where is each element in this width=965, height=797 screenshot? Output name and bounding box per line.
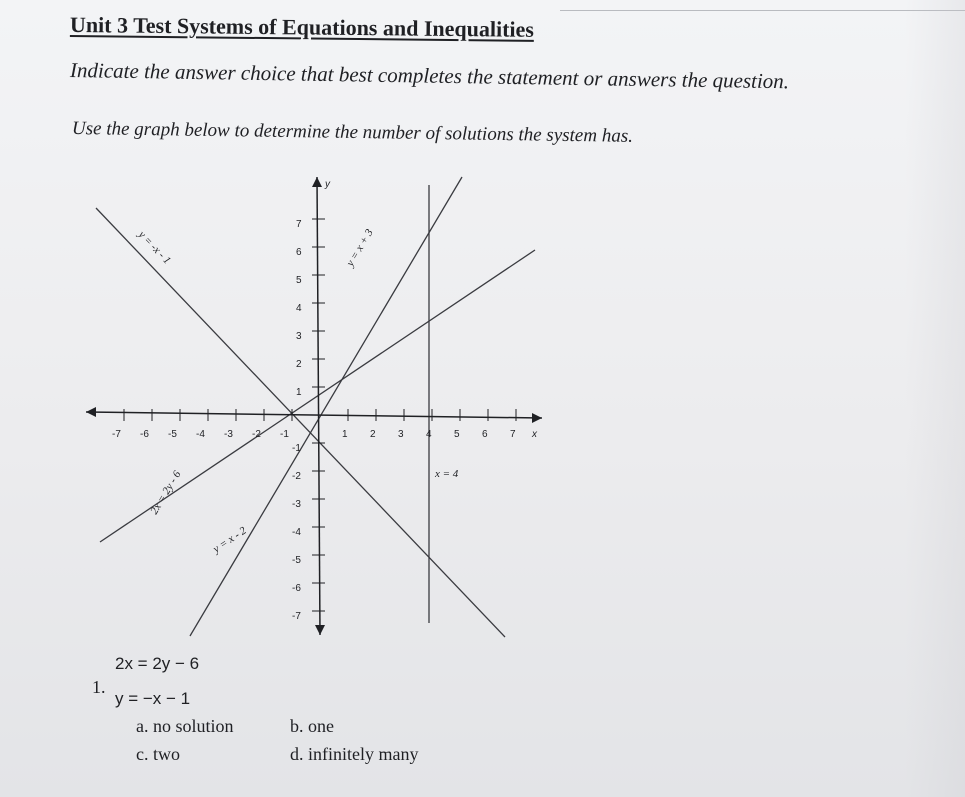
choice-c[interactable]: c. two — [136, 744, 180, 764]
y-tick-label: -7 — [292, 611, 301, 622]
line-label-y-x-plus-3: y = x + 3 — [344, 227, 376, 269]
y-tick-label: -6 — [292, 583, 301, 594]
x-tick-label: -6 — [140, 429, 149, 440]
y-tick-label: 1 — [296, 387, 302, 398]
question-number: 1. — [92, 677, 106, 697]
x-tick-label: -4 — [196, 429, 205, 440]
x-tick-label: -7 — [112, 429, 121, 440]
x-axis-label: x — [532, 429, 537, 440]
equation-2: y = −x − 1 — [115, 689, 191, 708]
y-tick-label: 2 — [296, 359, 302, 370]
y-tick-label: -2 — [292, 471, 301, 482]
y-tick-label: 6 — [296, 247, 302, 258]
y-axis-label: y — [325, 179, 330, 190]
x-tick-label: 3 — [398, 429, 404, 440]
instructions: Indicate the answer choice that best completes the statement or answers the question. — [69, 58, 790, 94]
x-tick-label: -3 — [224, 429, 233, 440]
choice-d[interactable]: d. infinitely many — [290, 744, 419, 764]
x-tick-label: 4 — [426, 429, 432, 440]
x-tick-label: -2 — [252, 429, 261, 440]
page-shadow — [905, 0, 965, 797]
y-axis-arrow-up — [312, 177, 322, 187]
x-axis — [86, 412, 542, 418]
line-label-x-equals-4: x = 4 — [435, 468, 459, 480]
x-tick-label: -5 — [168, 429, 177, 440]
x-tick-label: 7 — [510, 429, 516, 440]
line-label-y-neg-x-minus-1: y = -x - 1 — [135, 228, 173, 267]
y-tick-label: -5 — [292, 555, 301, 566]
test-title: Unit 3 Test Systems of Equations and Inequalities — [69, 12, 535, 42]
y-tick-label: -3 — [292, 499, 301, 510]
x-tick-label: 2 — [370, 429, 376, 440]
y-axis — [317, 177, 320, 635]
x-axis-arrow-right — [532, 413, 542, 423]
x-tick-label: 5 — [454, 429, 460, 440]
line-label-y-x-minus-2: y = x - 2 — [210, 524, 249, 556]
x-tick-label: 6 — [482, 429, 488, 440]
question-prompt: Use the graph below to determine the number of solutions the system has. — [71, 118, 634, 147]
x-axis-arrow-left — [86, 407, 96, 417]
x-tick-label: -1 — [280, 429, 289, 440]
y-tick-label: 3 — [296, 331, 302, 342]
equation-1: 2x = 2y − 6 — [115, 654, 200, 673]
x-tick-label: 1 — [342, 429, 348, 440]
choice-a[interactable]: a. no solution — [136, 716, 234, 736]
y-tick-label: 5 — [296, 275, 302, 286]
line-label-2x-2y-6: 2x = 2y - 6 — [148, 468, 184, 517]
coordinate-graph — [80, 165, 560, 645]
y-tick-label: 4 — [296, 303, 302, 314]
choice-b[interactable]: b. one — [290, 716, 334, 736]
y-axis-arrow-down — [315, 625, 325, 635]
y-tick-label: 7 — [296, 219, 302, 230]
y-tick-label: -1 — [292, 443, 301, 454]
y-tick-label: -4 — [292, 527, 301, 538]
line-y-x-plus-3 — [190, 177, 462, 636]
line-y-neg-x-minus-1 — [96, 208, 505, 637]
